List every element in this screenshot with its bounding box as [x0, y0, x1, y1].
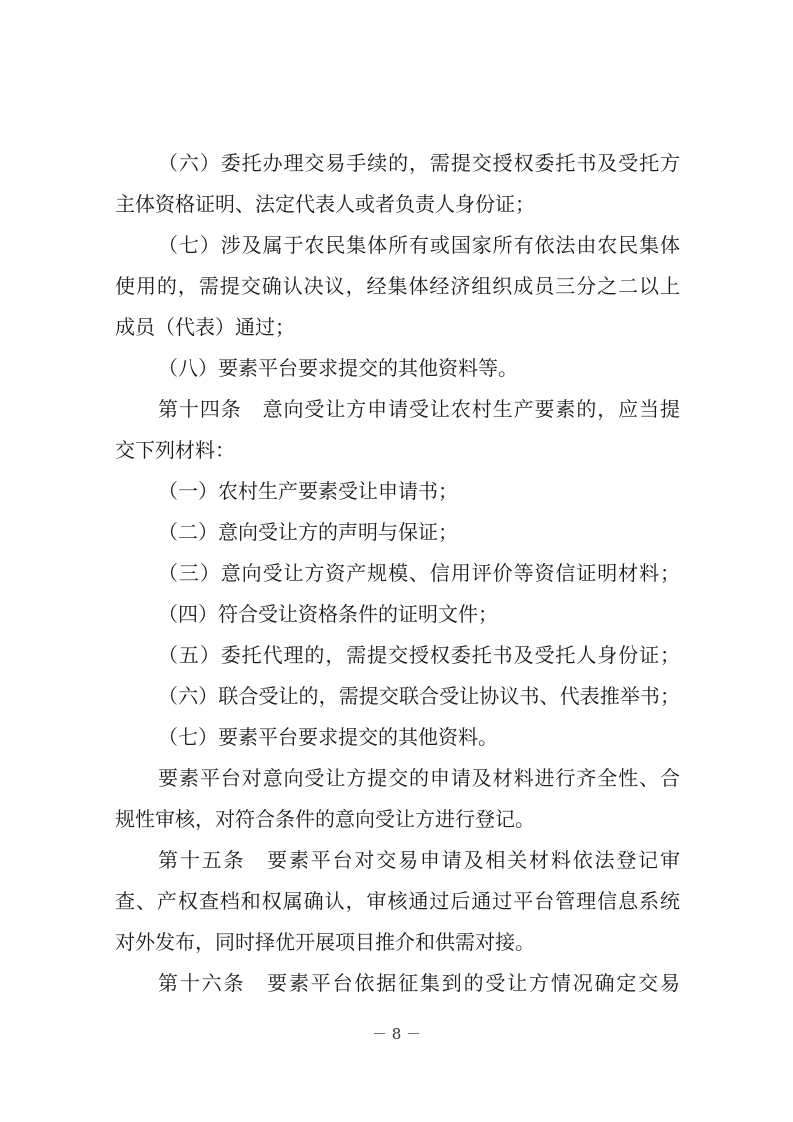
article-14-heading-line: 第十四条 意向受让方申请受让农村生产要素的，应当提: [158, 397, 680, 421]
list-item: （六）联合受让的，需提交联合受让协议书、代表推举书；: [158, 684, 680, 708]
text-line: （六）委托办理交易手续的，需提交授权委托书及受托方: [158, 151, 680, 175]
list-item: （五）委托代理的，需提交授权委托书及受托人身份证；: [158, 643, 680, 667]
text-line: 对外发布，同时择优开展项目推介和供需对接。: [115, 930, 535, 954]
list-item: （三）意向受让方资产规模、信用评价等资信证明材料；: [158, 561, 680, 585]
article-16-heading-line: 第十六条 要素平台依据征集到的受让方情况确定交易: [158, 971, 680, 995]
list-item: （二）意向受让方的声明与保证；: [158, 520, 458, 544]
list-item: （一）农村生产要素受让申请书；: [158, 479, 458, 503]
text-line: （七）涉及属于农民集体所有或国家所有依法由农民集体: [158, 233, 680, 257]
text-line: 交下列材料：: [115, 438, 235, 462]
text-line: 要素平台对意向受让方提交的申请及材料进行齐全性、合: [158, 766, 680, 790]
text-line: 成员（代表）通过；: [115, 315, 295, 339]
text-line: （八）要素平台要求提交的其他资料等。: [158, 356, 518, 380]
list-item: （四）符合受让资格条件的证明文件；: [158, 602, 498, 626]
page-number: － 8 －: [371, 1025, 422, 1043]
text-line: 查、产权查档和权属确认，审核通过后通过平台管理信息系统: [115, 889, 680, 913]
article-15-heading-line: 第十五条 要素平台对交易申请及相关材料依法登记审: [158, 848, 680, 872]
text-line: 规性审核，对符合条件的意向受让方进行登记。: [115, 807, 535, 831]
text-line: 使用的，需提交确认决议，经集体经济组织成员三分之二以上: [115, 274, 680, 298]
text-line: 主体资格证明、法定代表人或者负责人身份证；: [115, 192, 535, 216]
list-item: （七）要素平台要求提交的其他资料。: [158, 725, 498, 749]
